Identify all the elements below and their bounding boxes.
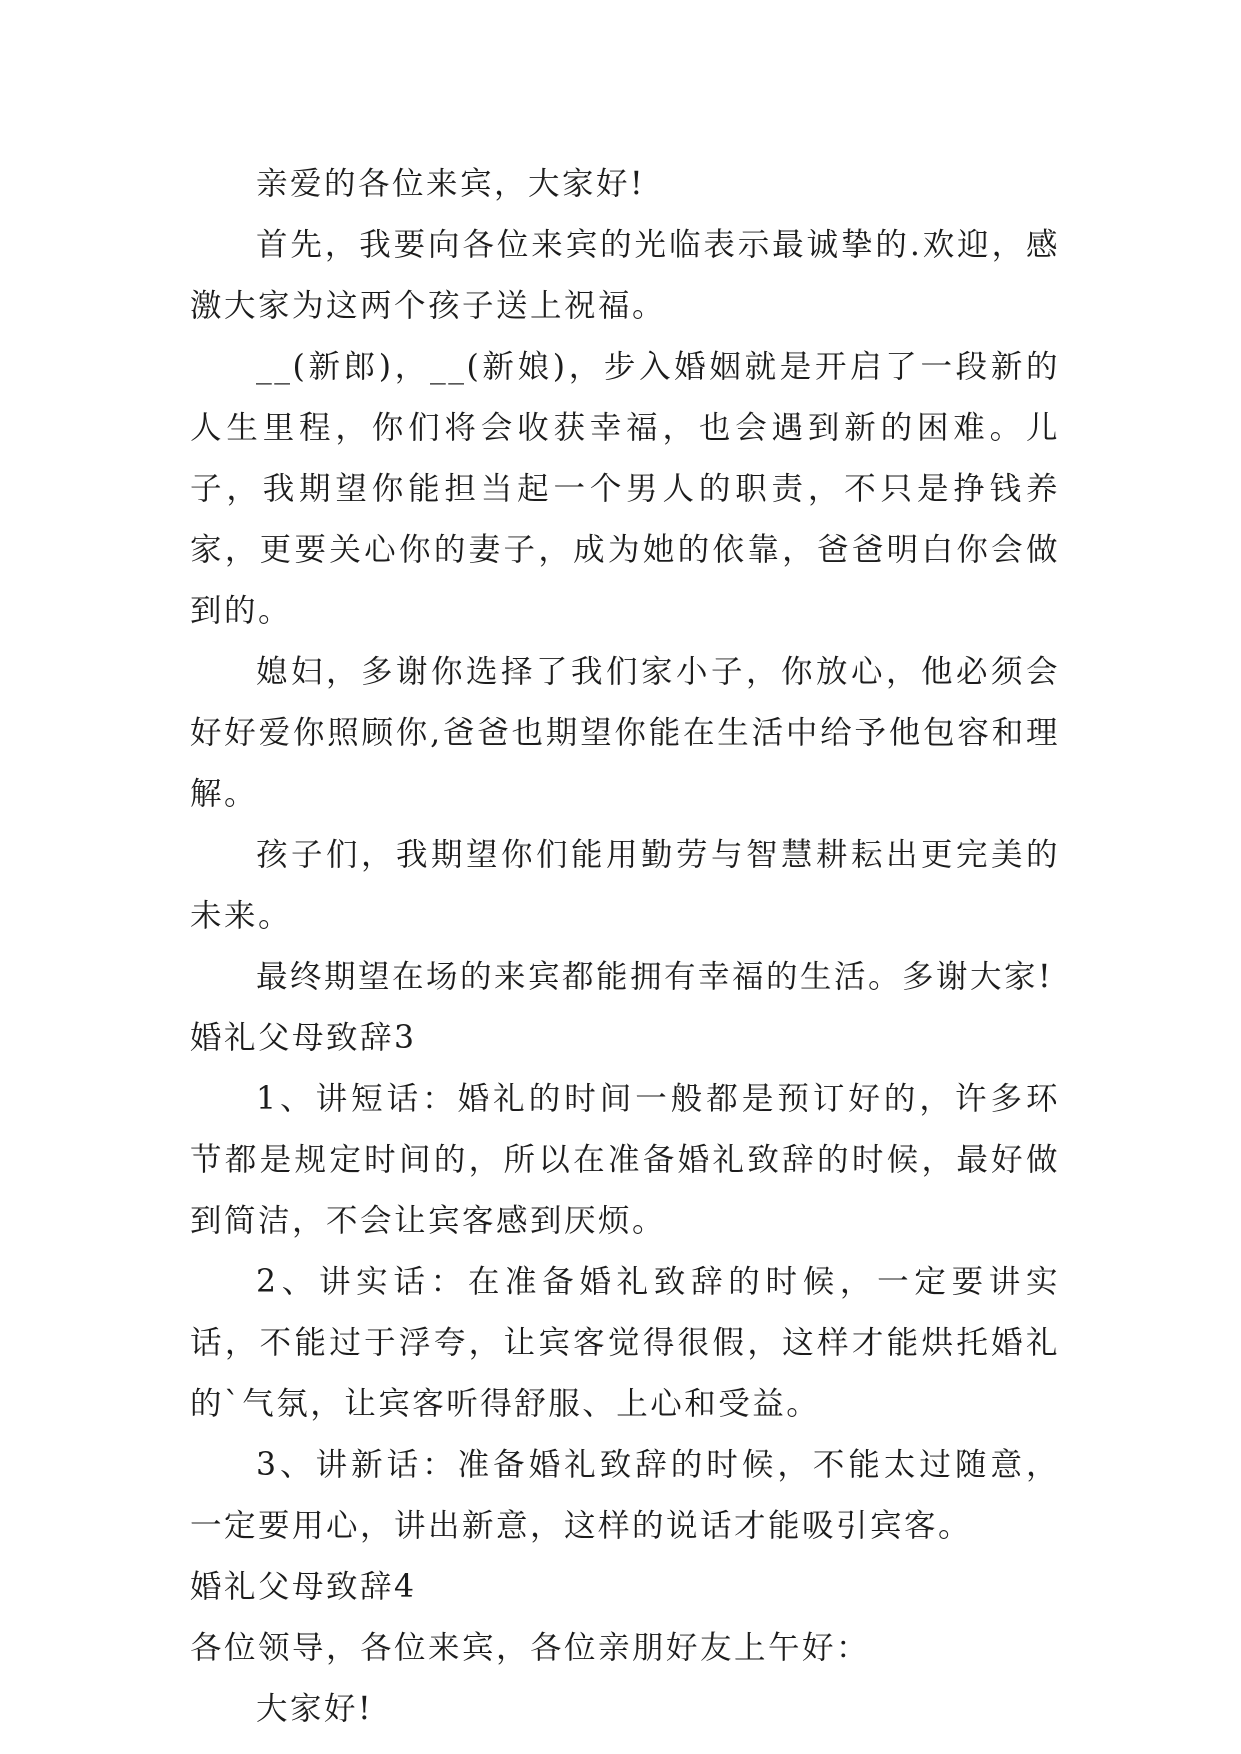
hello-paragraph: 大家好! bbox=[256, 1691, 374, 1727]
address-line: 各位领导，各位来宾，各位亲朋好友上午好： bbox=[190, 1630, 871, 1666]
daughter-in-law-paragraph: 媳妇，多谢你选择了我们家小子，你放心，他必须会好好爱你照顾你,爸爸也期望你能在生活中给予他包容和理解。 bbox=[190, 654, 1060, 812]
section-heading-3: 婚礼父母致辞3 bbox=[190, 1020, 417, 1056]
welcome-paragraph: 首先，我要向各位来宾的光临表示最诚挚的.欢迎，感激大家为这两个孩子送上祝福。 bbox=[190, 227, 1060, 324]
tip-paragraph-3: 3、讲新话：准备婚礼致辞的时候，不能太过随意，一定要用心，讲出新意，这样的说话才能吸引宾客。 bbox=[190, 1447, 1060, 1544]
tip-paragraph-2: 2、讲实话：在准备婚礼致辞的时候，一定要讲实话，不能过于浮夸，让宾客觉得很假，这样才能烘托婚礼的`气氛，让宾客听得舒服、上心和受益。 bbox=[190, 1264, 1060, 1422]
closing-paragraph: 最终期望在场的来宾都能拥有幸福的生活。多谢大家! bbox=[256, 959, 1054, 995]
children-paragraph: 孩子们，我期望你们能用勤劳与智慧耕耘出更完美的未来。 bbox=[190, 837, 1060, 934]
section-heading-4: 婚礼父母致辞4 bbox=[190, 1569, 417, 1605]
tip-paragraph-1: 1、讲短话：婚礼的时间一般都是预订好的，许多环节都是规定时间的，所以在准备婚礼致辞的时候，最好做到简洁，不会让宾客感到厌烦。 bbox=[190, 1081, 1060, 1239]
son-paragraph: __(新郎)，__(新娘)，步入婚姻就是开启了一段新的人生里程，你们将会收获幸福，也会遇到新的困难。儿子，我期望你能担当起一个男人的职责，不只是挣钱养家，更要关心你的妻子，成为她的依靠，爸爸明白你会做到的。 bbox=[190, 349, 1060, 629]
greeting-paragraph: 亲爱的各位来宾，大家好! bbox=[256, 166, 646, 202]
document-page bbox=[190, 154, 1060, 1740]
